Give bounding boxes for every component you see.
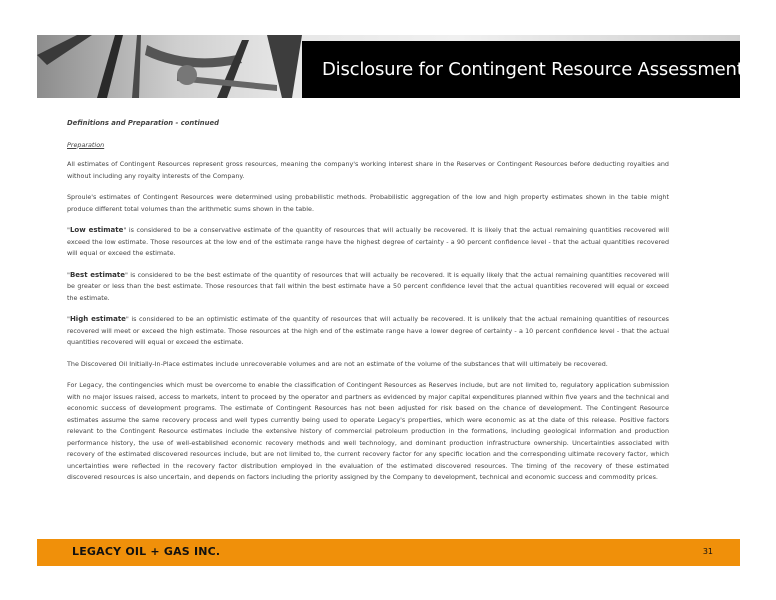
paragraph-best-estimate: "Best estimate" is considered to be the best estimate of the quantity of resources that will actually be recovered. It is equally likely that the actual remaining quantities recovered will be greater or less than the best estimate. Those resources that fall within the best estimate have a 50 percent confidence level that the actual quantities recovered will equal or exceed the estimate. (67, 270, 669, 302)
paragraph-low-estimate: "Low estimate" is considered to be a conservative estimate of the quantity of resources that will actually be recovered. It is likely that the actual remaining quantities recovered will exceed the low estimate. Those resources at the low end of the estimate range have the highest degree of certainty - a 90 percent confidence level - that the actual quantities recovered will equal or exceed the estimate. (67, 226, 669, 257)
page-title: Disclosure for Contingent Resource Assessment (322, 59, 744, 80)
section-heading: Definitions and Preparation - continued (67, 119, 219, 127)
page-number: 31 (702, 547, 713, 556)
high-estimate-text: is considered to be an optimistic estimate of the quantity of resources that will actually be recovered. It is unlikely that the actual remaining quantities of resources recovered will meet or exceed the high estimate. Those resources at the high end of the estimate range have a lower degree of certainty - a 10 percent confidence level - that the actual quantities recovered will equal or exceed the estimate. (67, 315, 669, 346)
company-logo-text: LEGACY OIL + GAS INC. (72, 545, 221, 558)
paragraph-doiip: The Discovered Oil Initially-In-Place estimates include unrecoverable volumes and are not an estimate of the volume of the substances that will ultimately be recovered. (67, 359, 608, 368)
footer-bar (37, 539, 740, 566)
low-estimate-text: is considered to be a conservative estimate of the quantity of resources that will actually be recovered. It is likely that the actual remaining quantities recovered will exceed the low estimate. Those resources at the low end of the estimate range have the highest degree of certainty - a 90 percent confidence level - that the actual quantities recovered will equal or exceed the estimate. (67, 226, 669, 257)
low-estimate-term: Low estimate (69, 226, 124, 234)
document-body (67, 118, 669, 494)
best-estimate-term: Best estimate (69, 270, 125, 279)
page-title-box (302, 41, 744, 98)
paragraph-probabilistic-methods: Sproule's estimates of Contingent Resources were determined using probabilistic methods. Probabilistic aggregation of the low and high property estimates shown in the table might produce different total volumes than the arithmetic sums shown in the table. (67, 193, 669, 213)
paragraph-contingencies: For Legacy, the contingencies which must be overcome to enable the classification of Contingent Resources as Reserves include, but are not limited to, regulatory application submission with no major issues raised, access to markets, intent to proceed by the operator and partners as evidenced by major capital expenditures planned within five years and the technical and economic success of development programs. The estimate of Contingent Resources has not been adjusted for risk based on the chance of development. The Contingent Resource estimates assume the same recovery process and well types currently being used to operate Legacy's properties, which were economic as at the date of this release. Positive factors relevant to the Contingent Resource estimates include the extensive history of commercial petroleum production in the formations, including geological information and production performance history, the use of well-established economic recovery methods and well technology, and dominant production infrastructure ownership. Uncertainties associated with recovery of the estimated discovered resources include, but are not limited to, the current recovery factor for any specific location and the corresponding ultimate recovery factor, which uncertainties were reflected in the recovery factor distribution employed in the evaluation of the estimated discovered resources. The timing of the recovery of these estimated discovered resources is also uncertain, and depends on factors including the priority assigned by the Company to development, technical and economic success and commodity prices. (67, 381, 669, 481)
best-estimate-text: is considered to be the best estimate of the quantity of resources that will actually be recovered. It is equally likely that the actual remaining quantities recovered will be greater or less than the best estimate. Those resources that fall within the best estimate have a 50 percent confidence level that the actual quantities recovered will equal or exceed the estimate. (67, 270, 669, 302)
preparation-subheading: Preparation (67, 140, 105, 149)
paragraph-high-estimate: "High estimate" is considered to be an optimistic estimate of the quantity of resources that will actually be recovered. It is unlikely that the actual remaining quantities of resources recovered will meet or exceed the high estimate. Those resources at the high end of the estimate range have a lower degree of certainty - a 10 percent confidence level - that the actual quantities recovered will equal or exceed the estimate. (67, 315, 669, 346)
paragraph-gross-resources: All estimates of Contingent Resources represent gross resources, meaning the company's working interest share in the Reserves or Contingent Resources before deducting royalties and without including any royalty interests of the Company. (67, 160, 669, 180)
high-estimate-term: High estimate (69, 315, 126, 323)
